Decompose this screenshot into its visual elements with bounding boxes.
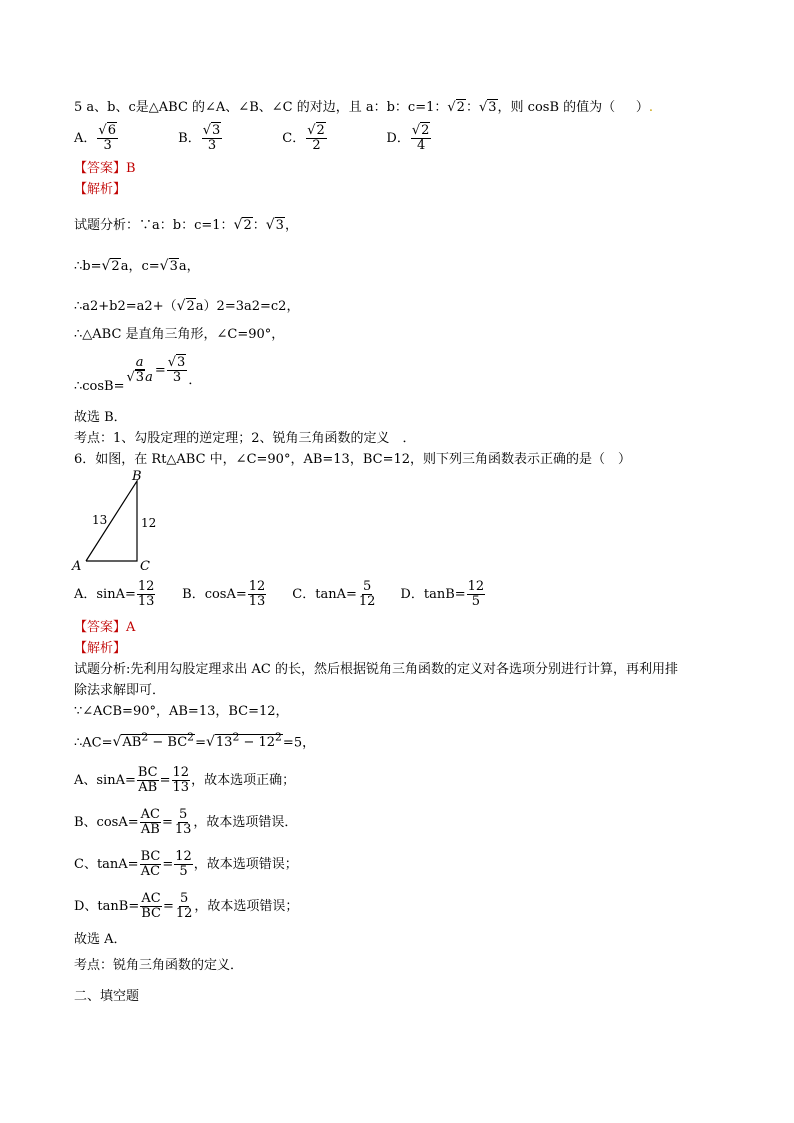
denominator: 5 (471, 594, 481, 609)
q5-option-b (178, 124, 278, 153)
side-label-bc: 12 (141, 516, 157, 530)
q6-analysis-1: 试题分析:先利用勾股定理求出 AC 的长，然后根据锐角三角函数的定义对各选项分别进行计算，再利用排 (74, 662, 678, 677)
q6-step-c: C、tanA= $\frac{BC}{AC}$ = $\frac{12}{5}$ ，故本选项错误； (74, 849, 298, 879)
denominator: 13 (172, 780, 190, 795)
radicand: 2 (111, 259, 120, 274)
q6-analysis-tag: 【解析】 (74, 641, 127, 656)
radicand: 3 (135, 370, 145, 385)
triangle-symbol: △ (148, 100, 159, 115)
q6-step-b: B、cosA= $\frac{AC}{AB}$ = $\frac{5}{13}$ ，故本选项错误． (74, 807, 298, 837)
q5-stem-part: 5 a、b、c是 (74, 100, 149, 115)
q5-answer: 【答案】B (74, 161, 136, 176)
exponent: 2 (187, 731, 195, 744)
denominator: AB (138, 780, 158, 795)
text: =5， (282, 735, 316, 751)
right-triangle-figure (66, 468, 166, 578)
text: a，c= (120, 259, 160, 274)
radicand (215, 731, 283, 751)
q6-option-a (74, 580, 178, 609)
q5-analysis-tag: 【解析】 (74, 182, 127, 197)
option-label: D． (386, 131, 410, 146)
denominator: 3 (207, 138, 217, 153)
fraction (172, 766, 191, 795)
q5-choose: 故选 B． (74, 410, 127, 425)
sqrt-symbol (160, 258, 169, 274)
q6-given: ∵∠ACB=90°，AB=13，BC=12， (74, 704, 289, 719)
vertex-label-b: B (132, 469, 142, 484)
denominator: 3 (172, 370, 182, 385)
text: ， (284, 218, 298, 233)
fraction (140, 808, 161, 837)
text: − BC (148, 735, 188, 751)
numerator: a (135, 355, 144, 370)
text: AB (122, 735, 142, 751)
text: B、cosA= (74, 815, 139, 830)
fraction (202, 124, 223, 153)
q5-stem-part: ABC 的∠A、∠B、∠C 的对边，且 a：b：c=1： (158, 100, 448, 115)
fraction (137, 766, 159, 795)
q5-line-3 (74, 298, 299, 315)
q5-option-c (282, 124, 382, 153)
denominator: 13 (174, 822, 192, 837)
text: − 12 (239, 735, 276, 751)
radicand: 2 (186, 299, 195, 314)
text: ∴a2+b2=a2+（ (74, 299, 177, 314)
option-label: B．cosA= (182, 587, 247, 602)
text: ∴cosB= (74, 379, 125, 394)
exponent: 2 (232, 731, 240, 744)
numerator: 5 (180, 891, 189, 906)
q5-option-d (386, 124, 432, 153)
text: C、tanA= (74, 857, 139, 872)
text: 13 (215, 735, 233, 751)
q6-analysis-2: 除法求解即可． (74, 683, 166, 698)
numerator: 5 (179, 807, 188, 822)
q5-kaodian: 考点：1、勾股定理的逆定理；2、锐角三角函数的定义 ． (74, 431, 416, 446)
option-label: B． (178, 131, 201, 146)
denominator: 12 (175, 906, 193, 921)
radicand: 3 (275, 218, 284, 233)
fraction (174, 850, 193, 879)
denominator: 3 (103, 138, 112, 153)
q6-options (74, 580, 486, 609)
numerator: 2 (421, 123, 430, 138)
q6-ac-calc (74, 730, 315, 751)
denominator: 13 (248, 594, 266, 609)
text: ∴b= (74, 259, 102, 274)
q5-stem-part: ） (635, 100, 649, 115)
numerator: BC (137, 765, 158, 780)
sqrt-symbol (206, 734, 215, 750)
fraction (175, 892, 194, 921)
q5-options (74, 124, 432, 153)
numerator: 3 (177, 355, 186, 370)
equals: = (154, 363, 166, 378)
fraction (137, 580, 156, 609)
denominator: AB (140, 822, 160, 837)
q6-option-c (292, 580, 396, 609)
text: ． (188, 373, 202, 388)
denominator: 13 (137, 594, 155, 609)
numerator: BC (140, 849, 161, 864)
radicand: 3 (488, 100, 497, 115)
fraction (140, 892, 162, 921)
numerator: 3 (212, 123, 221, 138)
text: ，故本选项错误； (194, 899, 299, 914)
numerator: 12 (248, 579, 266, 594)
denominator: 4 (417, 138, 426, 153)
text: D、tanB= (74, 899, 140, 914)
colon: ： (465, 100, 479, 115)
numerator: 12 (467, 579, 485, 594)
radicand: 2 (456, 100, 465, 115)
q6-step-d: D、tanB= $\frac{AC}{BC}$ = $\frac{5}{12}$ ，故本选项错误； (74, 891, 299, 921)
denominator: 12 (358, 594, 376, 609)
vertex-label-c: C (140, 559, 150, 574)
fraction (248, 580, 267, 609)
q5-stem-part: ，则 cosB 的值为（ (497, 100, 616, 115)
q6-answer: 【答案】A (74, 620, 136, 635)
text: ，故本选项正确； (191, 773, 296, 788)
numerator: 12 (137, 579, 155, 594)
sqrt-symbol (177, 298, 186, 314)
q5-line-2 (74, 258, 200, 275)
fraction (467, 580, 486, 609)
denominator: a (145, 370, 153, 385)
exponent: 2 (275, 731, 282, 744)
equals: = (195, 735, 206, 751)
q6-stem: 6．如图，在 Rt△ABC 中，∠C=90°，AB=13，BC=12，则下列三角函数表示正确的是（ ） (74, 452, 632, 467)
denominator: AC (140, 864, 161, 879)
q5-stem: 5 a、b、c是△ABC 的∠A、∠B、∠C 的对边，且 a：b：c=1：√ 2：√ 3，则 cosB 的值为（ ）. (74, 100, 653, 116)
vertex-label-a: A (72, 559, 82, 574)
fraction (126, 356, 154, 385)
q6-option-d (400, 580, 486, 609)
text: 试题分析：∵a：b：c=1： (74, 218, 234, 233)
sqrt-symbol (447, 100, 455, 115)
side-label-ab: 13 (92, 513, 108, 527)
fraction (167, 356, 188, 385)
numerator: 12 (172, 765, 190, 780)
exponent: 2 (141, 731, 149, 744)
option-label: A．sinA= (74, 587, 136, 602)
numerator: 5 (362, 579, 372, 594)
denominator: 5 (179, 864, 188, 879)
radicand (121, 731, 195, 751)
fraction (411, 124, 432, 153)
fraction (140, 850, 162, 879)
numerator: 12 (175, 849, 192, 864)
option-label: C．tanA= (292, 587, 357, 602)
fraction (174, 808, 193, 837)
denominator: BC (141, 906, 161, 921)
option-label: D．tanB= (400, 587, 466, 602)
numerator: 6 (107, 123, 116, 138)
radicand: 2 (243, 218, 252, 233)
fraction (358, 580, 377, 609)
denominator: 2 (312, 138, 321, 153)
numerator: 2 (316, 123, 325, 138)
q6-option-b (182, 580, 288, 609)
text: A、sinA= (74, 773, 136, 788)
text: a， (178, 259, 200, 274)
sqrt-symbol (266, 217, 275, 233)
numerator: AC (141, 891, 161, 906)
option-label: A． (74, 131, 97, 146)
q6-choose: 故选 A． (74, 932, 127, 947)
q5-line-5 (74, 355, 202, 394)
text: ，故本选项错误； (193, 857, 298, 872)
fraction (306, 124, 327, 153)
text: ： (252, 218, 266, 233)
numerator: AC (140, 807, 160, 822)
radicand: 3 (169, 259, 178, 274)
text: ，故本选项错误． (193, 815, 298, 830)
section-heading: 二、填空题 (74, 989, 140, 1004)
q5-line-4: ∴△ABC 是直角三角形，∠C=90°， (74, 327, 285, 342)
text: a）2=3a2=c2， (195, 299, 300, 314)
text: ∴AC= (74, 735, 113, 751)
q5-option-a (74, 124, 174, 153)
fraction (97, 124, 118, 153)
option-label: C． (282, 131, 306, 146)
q6-step-a: A、sinA= $\frac{BC}{AB}$ = $\frac{12}{13}$ ，故本选项正确； (74, 765, 296, 795)
q6-kaodian: 考点：锐角三角函数的定义． (74, 958, 244, 973)
q5-line-1 (74, 217, 298, 234)
